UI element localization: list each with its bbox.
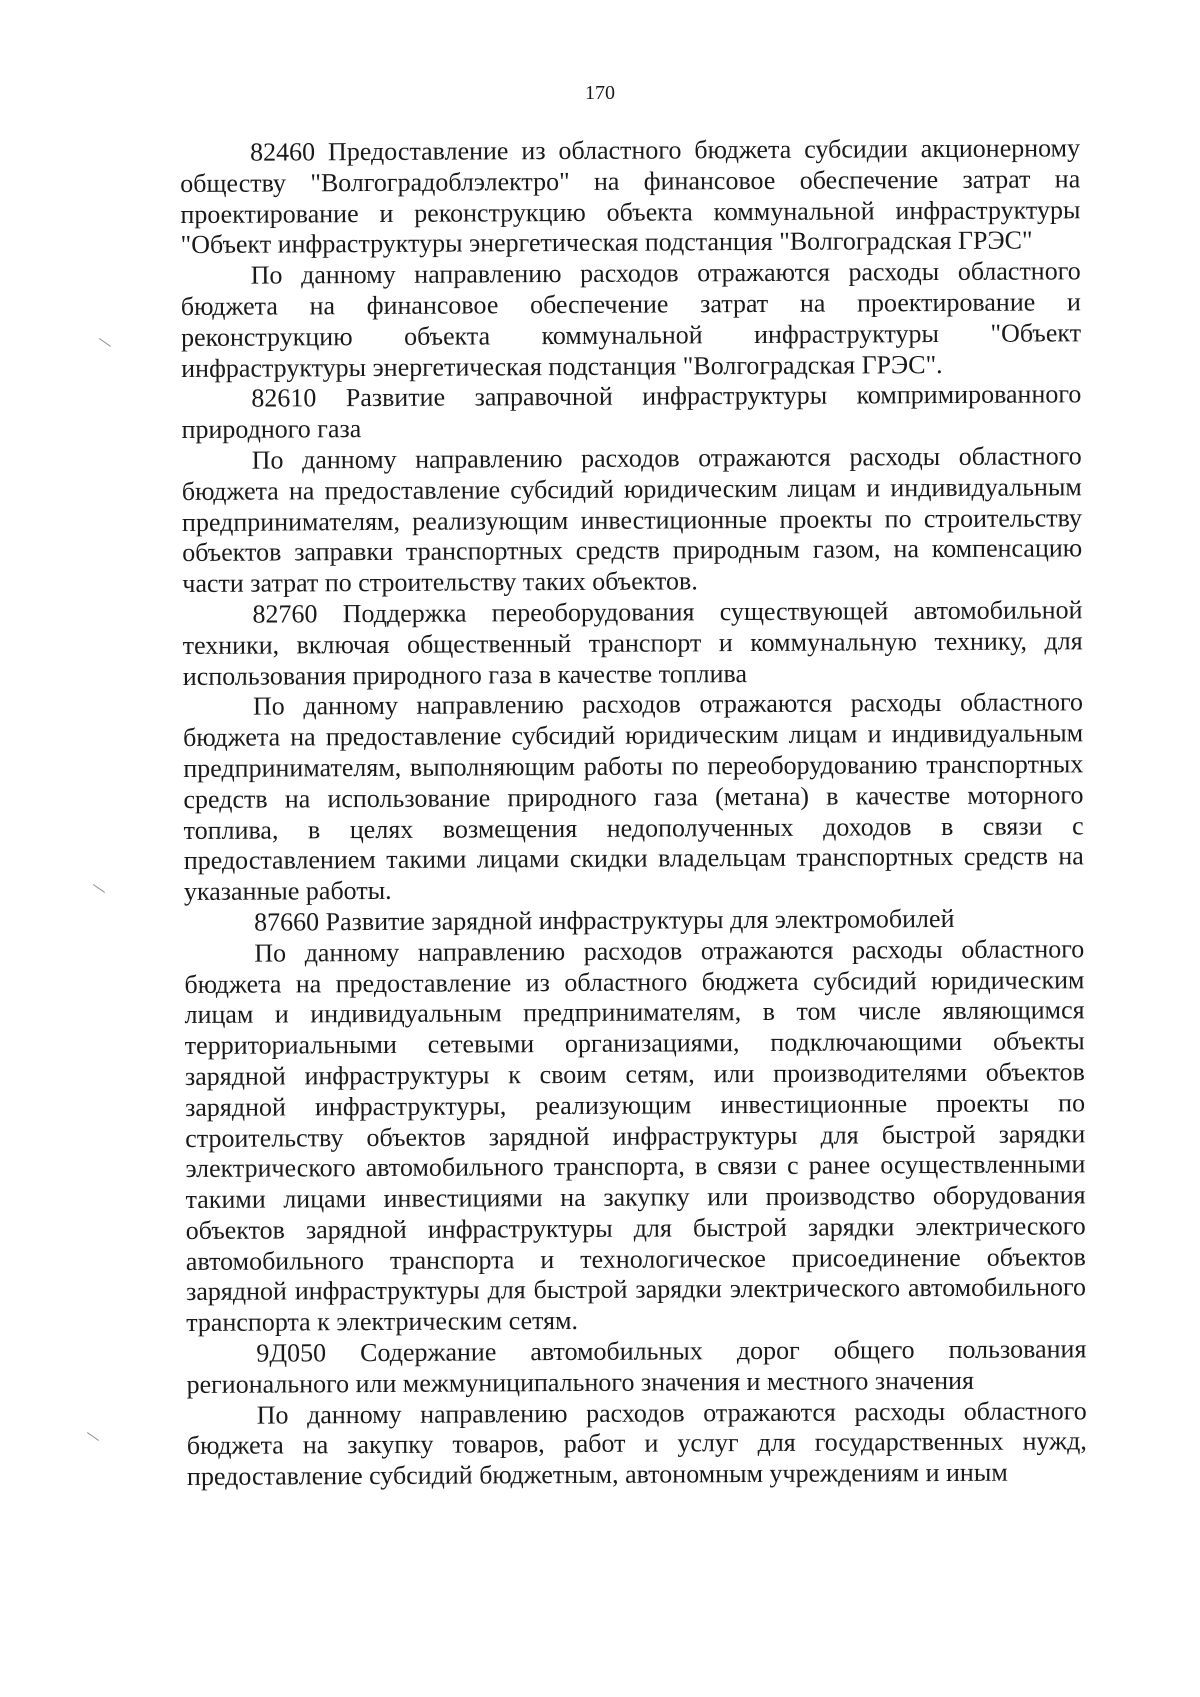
paragraph-82460-description: По данному направлению расходов отражаются расходы областного бюджета на финансовое обеспечение затрат на проектирование и реконструкцию объекта коммунальной инфраструктуры "Объект инфраструктуры энергетическая подстанция "Волгоградская ГРЭС". xyxy=(180,256,1082,383)
scan-artifact-mark xyxy=(93,884,105,893)
document-body xyxy=(180,133,1087,1493)
scan-artifact-mark xyxy=(99,338,111,347)
scan-artifact-mark xyxy=(87,1432,99,1441)
paragraph-9d050-description: По данному направлению расходов отражаются расходы областного бюджета на закупку товаров, работ и услуг для государственных нужд, предоставление субсидий бюджетным, автономным учреждениям и иным xyxy=(186,1395,1087,1492)
paragraph-82760-heading: 82760 Поддержка переоборудования существующей автомобильной техники, включая общественный транспорт и коммунальную технику, для использования природного газа в качестве топлива xyxy=(182,595,1083,691)
paragraph-82460-heading: 82460 Предоставление из областного бюджета субсидии акционерному обществу "Волгоградоблэлектро" на финансовое обеспечение затрат на проектирование и реконструкцию объекта коммунальной инфраструктуры "Объект инфраструктуры энергетическая подстанция "Волгоградская ГРЭС" xyxy=(180,133,1081,260)
page-number: 170 xyxy=(585,82,615,104)
paragraph-82760-description: По данному направлению расходов отражаются расходы областного бюджета на предоставление субсидий юридическим лицам и индивидуальным предпринимателям, выполняющим работы по переоборудованию транспортных средств на использование природного газа (метана) в качестве моторного топлива, в целях возмещения недополученных доходов в связи с предоставлением такими лицами скидки владельцам транспортных средств на указанные работы. xyxy=(183,687,1084,907)
paragraph-82610-heading: 82610 Развитие заправочной инфраструктуры компримированного природного газа xyxy=(181,379,1082,445)
paragraph-82610-description: По данному направлению расходов отражаются расходы областного бюджета на предоставление субсидий юридическим лицам и индивидуальным предпринимателям, реализующим инвестиционные проекты по строительству объектов заправки транспортных средств природным газом, на компенсацию части затрат по строительству таких объектов. xyxy=(181,441,1083,599)
paragraph-87660-description: По данному направлению расходов отражаются расходы областного бюджета на предоставление из областного бюджета субсидий юридическим лицам и индивидуальным предпринимателям, в том числе являющимся территориальными сетевыми организациями, подключающими объекты зарядной инфраструктуры к своим сетям, или производителями объектов зарядной инфраструктуры, реализующим инвестиционные проекты по строительству объектов зарядной инфраструктуры для быстрой зарядки электрического автомобильного транспорта, в связи с ранее осуществленными такими лицами инвестициями на закупку или производство оборудования объектов зарядной инфраструктуры для быстрой зарядки электрического автомобильного транспорта и технологическое присоединение объектов зарядной инфраструктуры для быстрой зарядки электрического автомобильного транспорта к электрическим сетям. xyxy=(184,933,1087,1338)
paragraph-87660-heading: 87660 Развитие зарядной инфраструктуры для электромобилей xyxy=(254,903,955,937)
paragraph-9d050-heading: 9Д050 Содержание автомобильных дорог общего пользования регионального или межмуниципального значения и местного значения xyxy=(186,1334,1087,1399)
